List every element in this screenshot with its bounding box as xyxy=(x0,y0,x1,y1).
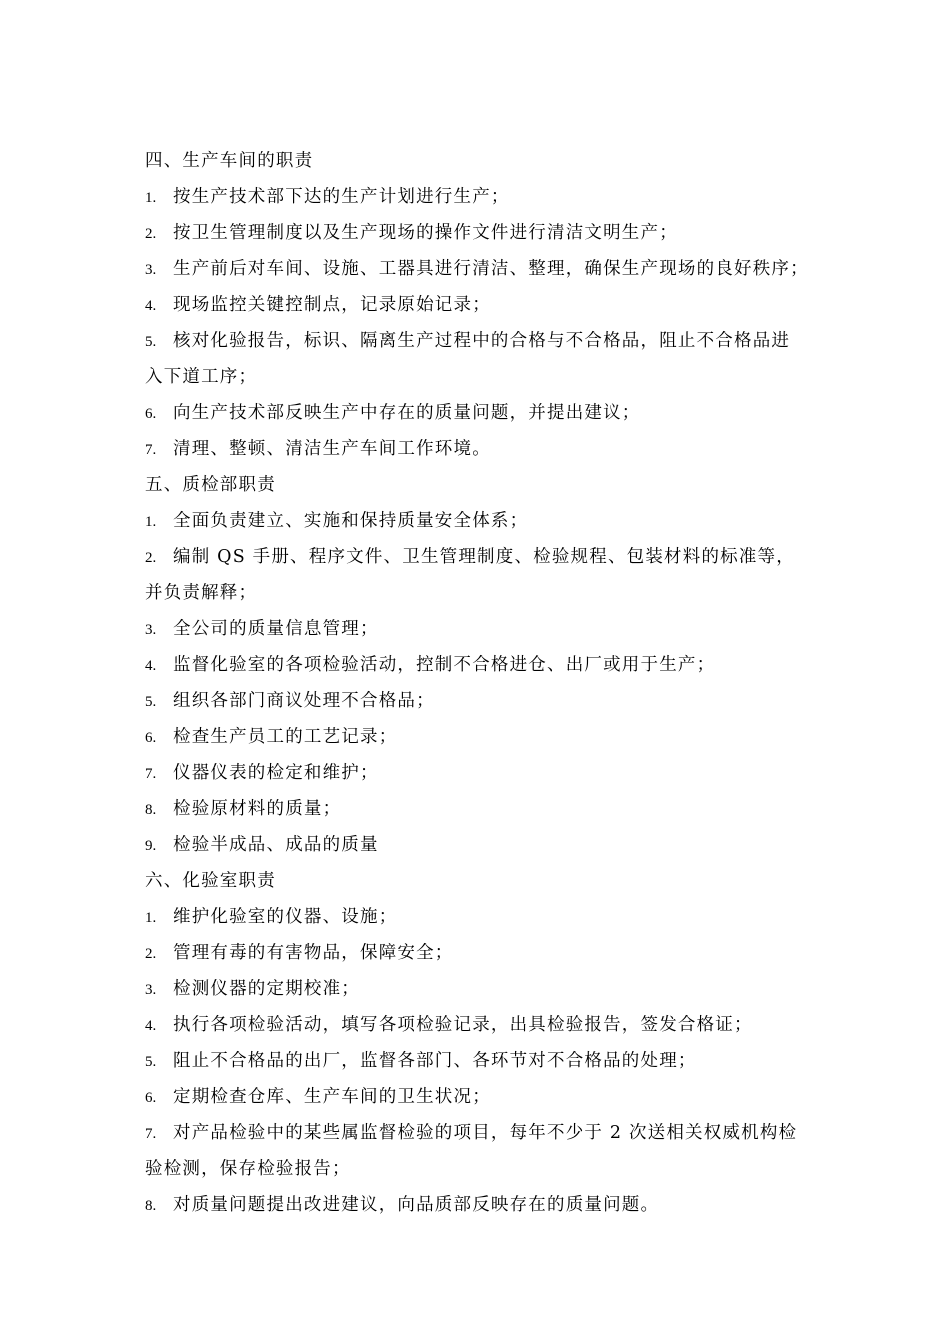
list-item xyxy=(145,1007,817,1043)
item-number: 6. xyxy=(145,730,157,746)
list-item xyxy=(145,899,817,935)
list-item xyxy=(145,971,817,1007)
section-heading-6: 六、化验室职责 xyxy=(145,871,276,891)
item-number: 1. xyxy=(145,190,157,206)
list-item xyxy=(145,395,817,431)
item-number: 7. xyxy=(145,1126,157,1142)
list-item xyxy=(145,719,817,755)
item-number: 5. xyxy=(145,694,157,710)
list-item-continuation: 并负责解释； xyxy=(145,583,258,603)
list-item xyxy=(145,431,817,467)
item-number: 3. xyxy=(145,622,157,638)
list-item xyxy=(145,647,817,683)
item-number: 7. xyxy=(145,442,157,458)
item-text: 核对化验报告，标识、隔离生产过程中的合格与不合格品，阻止不合格品进 xyxy=(173,331,791,351)
item-number: 4. xyxy=(145,298,157,314)
list-item xyxy=(145,1115,817,1151)
item-number: 2. xyxy=(145,550,157,566)
list-item xyxy=(145,755,817,791)
item-number: 4. xyxy=(145,1018,157,1034)
list-item xyxy=(145,539,817,575)
item-number: 7. xyxy=(145,766,157,782)
item-number: 9. xyxy=(145,838,157,854)
item-text: 定期检查仓库、生产车间的卫生状况； xyxy=(173,1087,491,1107)
item-text: 向生产技术部反映生产中存在的质量问题，并提出建议； xyxy=(173,403,641,423)
item-number: 5. xyxy=(145,334,157,350)
list-item xyxy=(145,1043,817,1079)
item-text: 对产品检验中的某些属监督检验的项目，每年不少于 2 次送相关权威机构检 xyxy=(173,1123,798,1143)
list-item xyxy=(145,827,817,863)
document-body xyxy=(145,143,817,1223)
item-text: 检验半成品、成品的质量 xyxy=(173,835,379,855)
item-text: 全公司的质量信息管理； xyxy=(173,619,379,639)
item-number: 5. xyxy=(145,1054,157,1070)
item-text: 按卫生管理制度以及生产现场的操作文件进行清洁文明生产； xyxy=(173,223,678,243)
item-number: 2. xyxy=(145,226,157,242)
item-text: 检测仪器的定期校准； xyxy=(173,979,360,999)
item-text: 监督化验室的各项检验活动，控制不合格进仓、出厂或用于生产； xyxy=(173,655,716,675)
item-number: 8. xyxy=(145,1198,157,1214)
item-number: 6. xyxy=(145,1090,157,1106)
item-text: 按生产技术部下达的生产计划进行生产； xyxy=(173,187,510,207)
item-text: 生产前后对车间、设施、工器具进行清洁、整理，确保生产现场的良好秩序； xyxy=(173,259,809,279)
item-text: 对质量问题提出改进建议，向品质部反映存在的质量问题。 xyxy=(173,1195,660,1215)
list-item-continuation: 入下道工序； xyxy=(145,367,258,387)
list-item xyxy=(145,251,817,287)
section-heading-4: 四、生产车间的职责 xyxy=(145,151,314,171)
item-number: 2. xyxy=(145,946,157,962)
item-text: 检验原材料的质量； xyxy=(173,799,342,819)
item-text: 全面负责建立、实施和保持质量安全体系； xyxy=(173,511,529,531)
item-number: 4. xyxy=(145,658,157,674)
item-number: 1. xyxy=(145,910,157,926)
list-item xyxy=(145,1079,817,1115)
item-text: 维护化验室的仪器、设施； xyxy=(173,907,398,927)
item-text: 组织各部门商议处理不合格品； xyxy=(173,691,435,711)
list-item xyxy=(145,179,817,215)
list-item xyxy=(145,791,817,827)
item-number: 3. xyxy=(145,982,157,998)
item-text: 编制 QS 手册、程序文件、卫生管理制度、检验规程、包装材料的标准等， xyxy=(173,547,795,567)
list-item xyxy=(145,503,817,539)
list-item-continuation: 验检测，保存检验报告； xyxy=(145,1159,351,1179)
list-item xyxy=(145,215,817,251)
item-number: 8. xyxy=(145,802,157,818)
list-item xyxy=(145,1187,817,1223)
item-text: 执行各项检验活动，填写各项检验记录，出具检验报告，签发合格证； xyxy=(173,1015,753,1035)
list-item xyxy=(145,323,817,359)
item-text: 阻止不合格品的出厂，监督各部门、各环节对不合格品的处理； xyxy=(173,1051,697,1071)
section-heading-5: 五、质检部职责 xyxy=(145,475,276,495)
item-number: 6. xyxy=(145,406,157,422)
list-item xyxy=(145,935,817,971)
item-number: 3. xyxy=(145,262,157,278)
item-text: 清理、整顿、清洁生产车间工作环境。 xyxy=(173,439,491,459)
item-text: 仪器仪表的检定和维护； xyxy=(173,763,379,783)
list-item xyxy=(145,287,817,323)
item-text: 检查生产员工的工艺记录； xyxy=(173,727,398,747)
item-text: 管理有毒的有害物品，保障安全； xyxy=(173,943,454,963)
item-text: 现场监控关键控制点，记录原始记录； xyxy=(173,295,491,315)
list-item xyxy=(145,683,817,719)
item-number: 1. xyxy=(145,514,157,530)
list-item xyxy=(145,611,817,647)
